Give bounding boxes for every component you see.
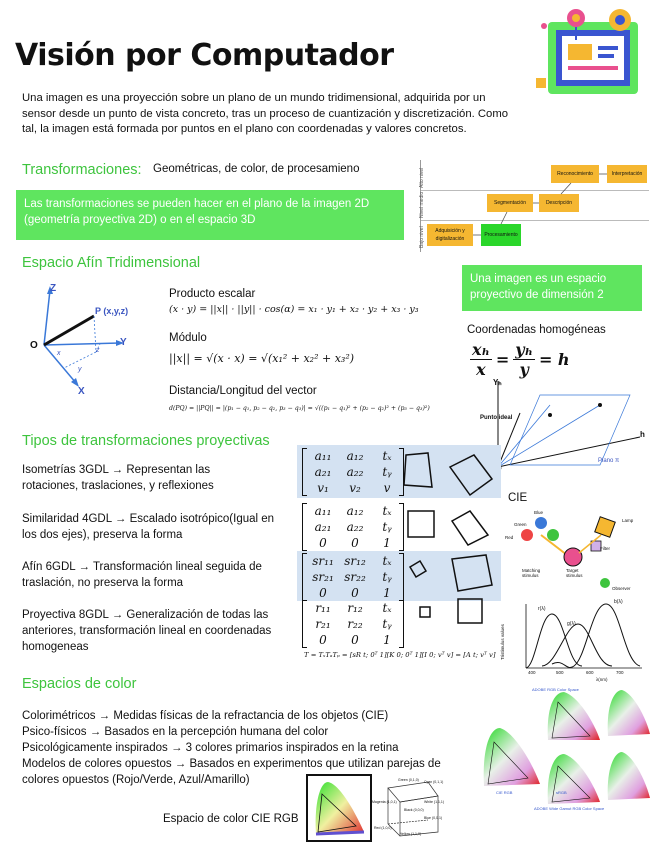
axis-z-label: Z (50, 283, 57, 294)
cube-label-white: White (1,1,1) (424, 800, 445, 804)
isometry-shape-1 (404, 453, 432, 487)
cube-label-red: Red (1,0,0) (374, 826, 392, 830)
cube-label-yellow: Yellow (1,1,0) (400, 832, 422, 836)
matrix-entry: v (383, 481, 391, 495)
matrix-entry: 0 (319, 586, 327, 600)
level-label-alto: Alto nivel (419, 167, 425, 188)
formula-yh: yₕ (515, 340, 533, 359)
formula-xh: xₕ (472, 340, 490, 359)
affine-axes-diagram (24, 280, 164, 400)
cie-label-target: Target stimulus (566, 568, 583, 578)
box-segmentacion: Segmentación (487, 194, 533, 212)
matrix-entry: r₂₂ (347, 617, 363, 631)
tipo-proyectiva: Proyectiva 8GDL → Generalización de todas las anteriores, transformación lineal en coordenadas homogeneas (22, 609, 272, 653)
matrix-grid (307, 504, 403, 551)
box-interpretacion: Interpretación (607, 165, 647, 183)
matrix-entry: a₁₂ (346, 504, 364, 518)
projective-shape-1 (420, 607, 430, 617)
matrix-similaridad (302, 503, 404, 551)
cube-label-magenta: Magenta (1,0,1) (372, 800, 397, 804)
modulo-label: Módulo (169, 332, 207, 344)
matrix-entry: a₁₂ (346, 449, 364, 463)
cube-label-black: Black (0,0,0) (404, 808, 424, 812)
green-lamp (547, 529, 559, 541)
small-y-label: y (78, 366, 82, 373)
small-z-label: z (96, 347, 100, 354)
box-descripcion: Descripción (539, 194, 579, 212)
matrix-entry: a₂₁ (314, 520, 332, 534)
matrix-entry: 0 (319, 536, 327, 550)
composition-formula: T = TₛTₐTₚ = [sR t; 0ᵀ 1][K 0; 0ᵀ 1][I 0; vᵀ v] = [A t; vᵀ v] (304, 651, 496, 659)
matrix-entry: 0 (351, 586, 359, 600)
distancia-formula: d(PQ) = ||PQ|| = |(p₁ − q₁, p₂ − q₂, p₃ − q₃)| = √((p₁ − q₁)² + (p₂ − q₂)² + (p₃ − q₃)²) (169, 405, 430, 412)
matrix-entry: 1 (383, 586, 391, 600)
intro-paragraph: Una imagen es una proyección sobre un plano de un mundo tridimensional, adquirida por un sensor desde un punto de vista concreto, tras un proceso de cuantización y discretización. Como tal, la imagen está formada por puntos en el plano con coordenadas y valores concretos. (22, 92, 509, 135)
coordenadas-homogeneas-label: Coordenadas homogéneas (467, 324, 606, 336)
cie-label-lamp: Lamp (622, 518, 634, 523)
matrix-entry: tₓ (382, 601, 392, 615)
matrix-entry: sr₁₁ (312, 554, 334, 568)
gamut-caption-cie: CIE RGB (496, 790, 513, 795)
cie-label-red: Red (505, 535, 514, 540)
matrix-entry: v₂ (349, 481, 361, 495)
tipo-isometria: Isometrías 3GDL → Representan las rotaciones, traslaciones, y reflexiones (22, 464, 214, 492)
color-line-2: Psico-físicos → Basados en la percepción humana del color (22, 726, 329, 738)
gamut-images (476, 688, 652, 818)
matrix-entry: r₁₁ (315, 601, 331, 615)
matrix-entry: 0 (351, 536, 359, 550)
cube-label-blue: Blue (0,0,1) (424, 816, 443, 820)
box-adquisicion: Adquisición y digitalización (427, 224, 473, 246)
level-label-medio: Nivel medio (419, 191, 425, 218)
small-x-label: x (57, 350, 61, 357)
color-line-1: Colorimétricos → Medidas físicas de la refractancia de los objetos (CIE) (22, 710, 389, 722)
matrix-entry: tₓ (382, 449, 392, 463)
h-label: h (640, 430, 645, 439)
matrix-afin (302, 553, 404, 601)
matrix-entry: tₓ (382, 554, 392, 568)
curve-label-b: b(λ) (614, 599, 623, 605)
gamut-caption-adobe: ADOBE RGB Color Space (532, 687, 579, 692)
origin-label: O (30, 340, 38, 351)
matrix-entry: a₂₂ (346, 465, 364, 479)
matrix-entry: sr₂₁ (312, 570, 334, 584)
matrix-grid (307, 601, 403, 648)
cie-label-blue: Blue (534, 510, 544, 515)
matrix-entry: a₂₁ (314, 465, 332, 479)
matrix-entry: tᵧ (382, 465, 392, 479)
modulo-formula: ||x|| = √(x · x) = √(x₁² + x₂² + x₃²) (169, 352, 355, 365)
curve-xtick-400: 400 (528, 670, 536, 675)
matrix-entry: 1 (383, 536, 391, 550)
level-label-bajo: Bajo nivel (419, 226, 425, 248)
affine-shape-2 (452, 555, 492, 591)
cie-rgb-gamut-image (306, 774, 372, 842)
transformaciones-subtitle: Geométricas, de color, de procesamieno (153, 163, 360, 175)
homogeneous-formula (470, 340, 570, 379)
matrix-grid (307, 449, 403, 496)
matrix-entry: r₂₁ (315, 617, 331, 631)
curve-xlabel: λ(nm) (596, 677, 608, 682)
matrix-entry: v₁ (317, 481, 329, 495)
color-line-4: Modelos de colores opuestos → Basados en experimentos que utilizan parejas de colores opuestos (Rojo/Verde, Azul/Amarillo) (22, 758, 441, 786)
punto-ideal-label: Punto ideal (480, 415, 513, 421)
projective-shape-2 (458, 599, 482, 623)
cie-rgb-caption: Espacio de color CIE RGB (163, 813, 299, 825)
computer-vision-illustration (536, 6, 644, 100)
matrix-bracket (302, 600, 307, 648)
cie-label-matching: Matching stimulus (522, 568, 541, 578)
matrix-entry: 0 (319, 633, 327, 647)
cube-label-cyan: Cyan (0,1,1) (424, 780, 444, 784)
matrix-proyectiva (302, 600, 404, 648)
formula-x: x (476, 360, 486, 379)
gamut-caption-wide: ADOBE Wide Gamut RGB Color Space (534, 806, 605, 811)
matrix-entry: tᵧ (382, 520, 392, 534)
similarity-shape-2 (452, 511, 488, 545)
matrix-entry: tₓ (382, 504, 392, 518)
formula-equals: = (495, 350, 510, 369)
g-curve (542, 624, 612, 666)
axis-x-label: X (78, 386, 85, 397)
vision-levels-diagram (420, 160, 648, 252)
color-line-3: Psicológicamente inspirados → 3 colores primarios inspirados en la retina (22, 742, 399, 754)
matrix-entry: sr₁₂ (344, 554, 366, 568)
curve-label-r: r(λ) (538, 606, 546, 612)
color-heading: Espacios de color (22, 676, 137, 692)
box-procesamiento: Procesamiento (481, 224, 521, 246)
matrix-entry: a₂₂ (346, 520, 364, 534)
gamut-wide (608, 752, 650, 800)
red-lamp (521, 529, 533, 541)
observer-eye (600, 578, 610, 588)
gamut-adobe-top (608, 690, 650, 736)
tipo-afin: Afín 6GDL → Transformación lineal seguida de traslación, no preserva la forma (22, 561, 262, 589)
producto-escalar-formula: (x · y) = ||x|| · ||y|| · cos(α) = x₁ · y₁ + x₂ · y₂ + x₃ · y₃ (169, 304, 419, 315)
matrix-entry: 0 (351, 633, 359, 647)
page-title: Visión por Computador (15, 38, 394, 73)
curve-ylabel: Tristimulus values (500, 624, 505, 660)
curve-xtick-700: 700 (616, 670, 624, 675)
transform-shapes (400, 445, 500, 650)
tipo-similaridad: Similaridad 4GDL → Escalado isotrópico(Igual en los dos ejes), preserva la forma (22, 513, 275, 541)
curve-label-g: g(λ) (567, 621, 576, 627)
matrix-bracket (302, 503, 307, 551)
formula-h: = h (538, 350, 570, 369)
projective-plane-diagram (480, 375, 650, 475)
cube-label-green: Green (0,1,0) (398, 778, 419, 782)
cie-label-filter: Filter (600, 546, 610, 551)
matrix-entry: a₁₁ (314, 449, 332, 463)
formula-y: y (519, 360, 529, 379)
matrix-entry: a₁₁ (314, 504, 332, 518)
matrix-entry: tᵧ (382, 570, 392, 584)
matrix-entry: 1 (383, 633, 391, 647)
cie-label-green: Green (514, 522, 527, 527)
transformaciones-heading: Transformaciones: (22, 162, 142, 178)
box-reconocimiento: Reconocimiento (551, 165, 599, 183)
yh-label: Yₕ (493, 378, 502, 387)
blue-lamp (535, 517, 547, 529)
matrix-bracket (302, 553, 307, 601)
distancia-label: Distancia/Longitud del vector (169, 385, 317, 397)
similarity-shape-1 (408, 511, 434, 537)
cie-label: CIE (508, 492, 528, 504)
point-p-label: P (x,y,z) (95, 306, 129, 316)
axis-y-label: Y (120, 337, 127, 348)
matrix-entry: r₁₂ (347, 601, 363, 615)
curve-xtick-500: 500 (556, 670, 564, 675)
plano-label: Plano π (598, 458, 620, 464)
matrix-entry: sr₂₂ (344, 570, 366, 584)
isometry-shape-2 (450, 455, 492, 495)
matrix-isometria (302, 448, 404, 496)
proyectivo-box: Una imagen es un espacio proyectivo de dimensión 2 (462, 265, 642, 311)
matrix-bracket (302, 448, 307, 496)
transformaciones-box: Las transformaciones se pueden hacer en el plano de la imagen 2D (geometría proyectiva 2D) o en el espacio 3D (16, 190, 404, 240)
cie-label-observer: Observer (612, 586, 631, 591)
tristimulus-chart (512, 600, 646, 680)
matrix-entry: tᵧ (382, 617, 392, 631)
gamut-caption-srgb: sRGB (556, 790, 567, 795)
matrix-grid (307, 554, 403, 601)
tipos-heading: Tipos de transformaciones proyectivas (22, 433, 270, 449)
espacio-afin-heading: Espacio Afín Tridimensional (22, 255, 201, 271)
diagram-arrows (421, 160, 649, 252)
producto-escalar-label: Producto escalar (169, 288, 256, 300)
curve-xtick-600: 600 (586, 670, 594, 675)
affine-shape-1 (410, 561, 426, 577)
